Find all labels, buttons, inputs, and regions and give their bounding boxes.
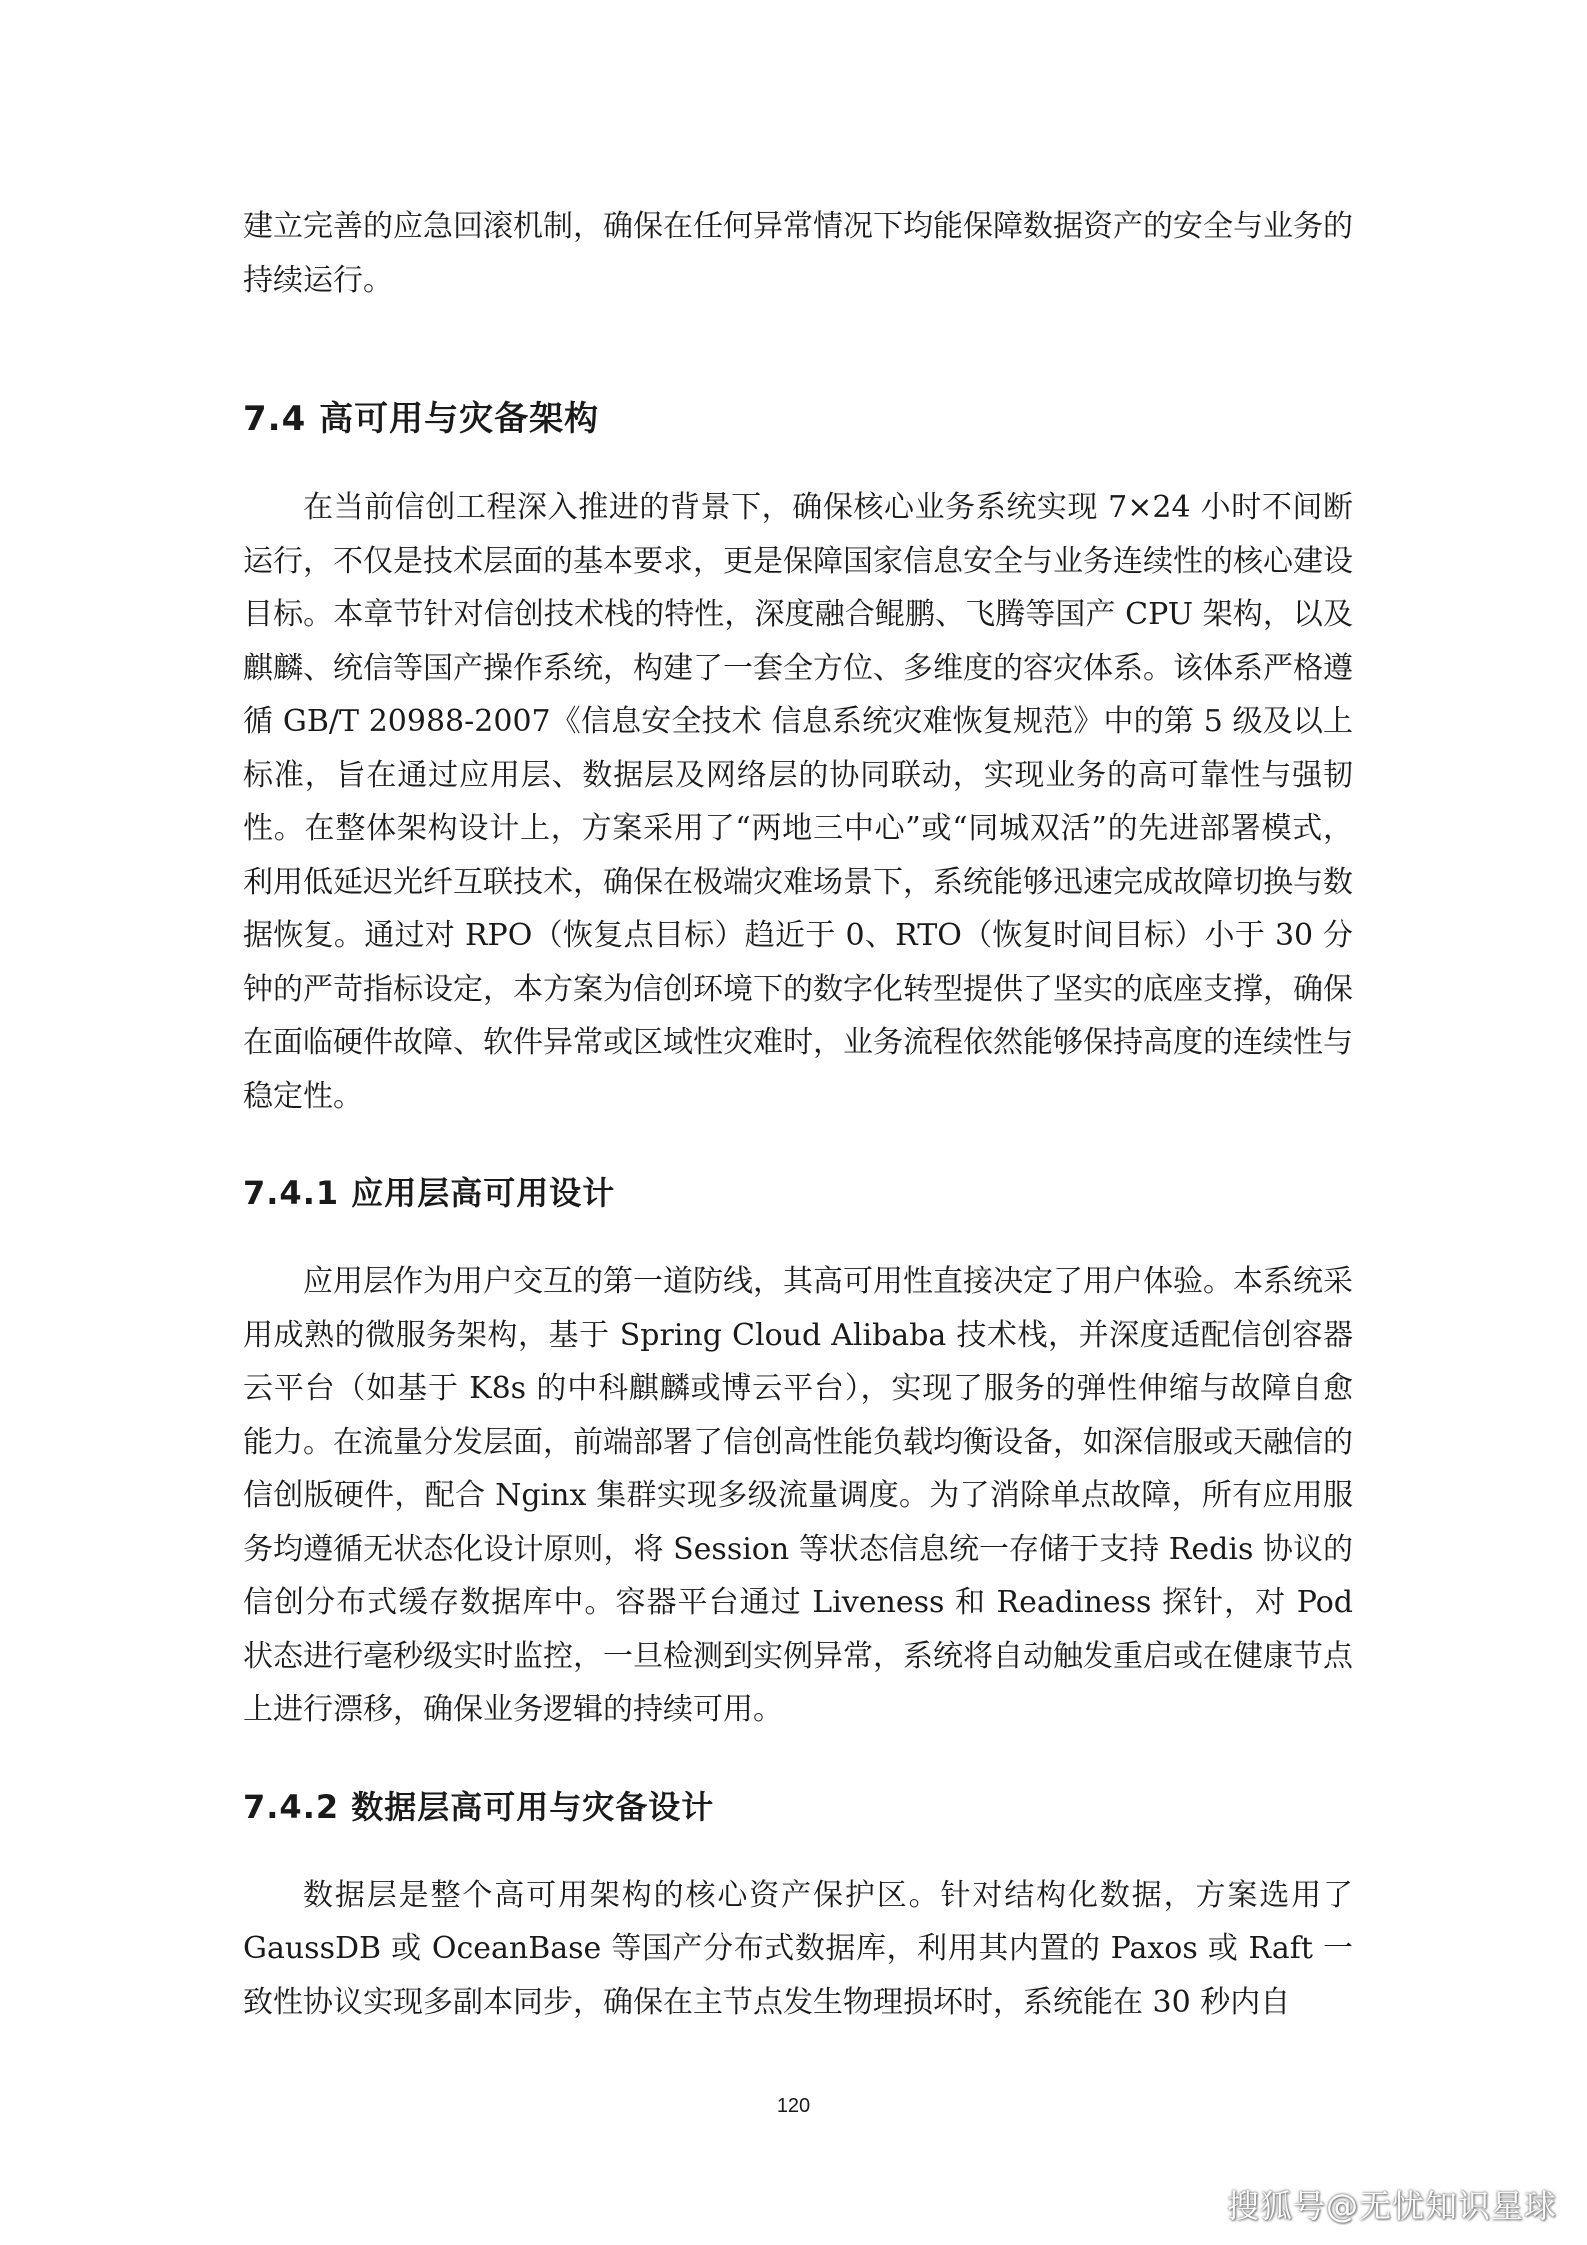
watermark: 搜狐号@无忧知识星球 bbox=[1226, 2187, 1557, 2225]
paragraph-section-7-4-2: 数据层是整个高可用架构的核心资产保护区。针对结构化数据，方案选用了 GaussDB 或 OceanBase 等国产分布式数据库，利用其内置的 Paxos 或 Raft 一致性协议实现多副本同步，确保在主节点发生物理损坏时，系统能在 30 秒内自 bbox=[243, 1877, 1353, 2020]
paragraph-section-7-4-1: 应用层作为用户交互的第一道防线，其高可用性直接决定了用户体验。本系统采用成熟的微服务架构，基于 Spring Cloud Alibaba 技术栈，并深度适配信创容器云平台（如基于 K8s 的中科麒麟或博云平台），实现了服务的弹性伸缩与故障自愈能力。在流量分发层面，前端部署了信创高性能负载均衡设备，如深信服或天融信的信创版硬件，配合 Nginx 集群实现多级流量调度。为了消除单点故障，所有应用服务均遵循无状态化设计原则，将 Session 等状态信息统一存储于支持 Redis 协议的信创分布式缓存数据库中。容器平台通过 Liveness 和 Readiness 探针，对 Pod 状态进行毫秒级实时监控，一旦检测到实例异常，系统将自动触发重启或在健康节点上进行漂移，确保业务逻辑的持续可用。 bbox=[243, 1264, 1353, 1727]
document-page bbox=[243, 200, 1353, 2029]
heading-section-7-4-2: 7.4.2 数据层高可用与灾备设计 bbox=[243, 1787, 715, 1826]
paragraph-continuation: 建立完善的应急回滚机制，确保在任何异常情况下均能保障数据资产的安全与业务的持续运行。 bbox=[243, 209, 1353, 298]
paragraph-section-7-4: 在当前信创工程深入推进的背景下，确保核心业务系统实现 7×24 小时不间断运行，不仅是技术层面的基本要求，更是保障国家信息安全与业务连续性的核心建设目标。本章节针对信创技术栈的特性，深度融合鲲鹏、飞腾等国产 CPU 架构，以及麒麟、统信等国产操作系统，构建了一套全方位、多维度的容灾体系。该体系严格遵循 GB/T 20988-2007《信息安全技术 信息系统灾难恢复规范》中的第 5 级及以上标准，旨在通过应用层、数据层及网络层的协同联动，实现业务的高可靠性与强韧性。在整体架构设计上，方案采用了“两地三中心”或“同城双活”的先进部署模式，利用低延迟光纤互联技术，确保在极端灾难场景下，系统能够迅速完成故障切换与数据恢复。通过对 RPO（恢复点目标）趋近于 0、RTO（恢复时间目标）小于 30 分钟的严苛指标设定，本方案为信创环境下的数字化转型提供了坚实的底座支撑，确保在面临硬件故障、软件异常或区域性灾难时，业务流程依然能够保持高度的连续性与稳定性。 bbox=[243, 490, 1353, 1114]
heading-section-7-4-1: 7.4.1 应用层高可用设计 bbox=[243, 1174, 616, 1212]
page-number: 120 bbox=[776, 2095, 811, 2117]
heading-section-7-4: 7.4 高可用与灾备架构 bbox=[243, 399, 600, 439]
